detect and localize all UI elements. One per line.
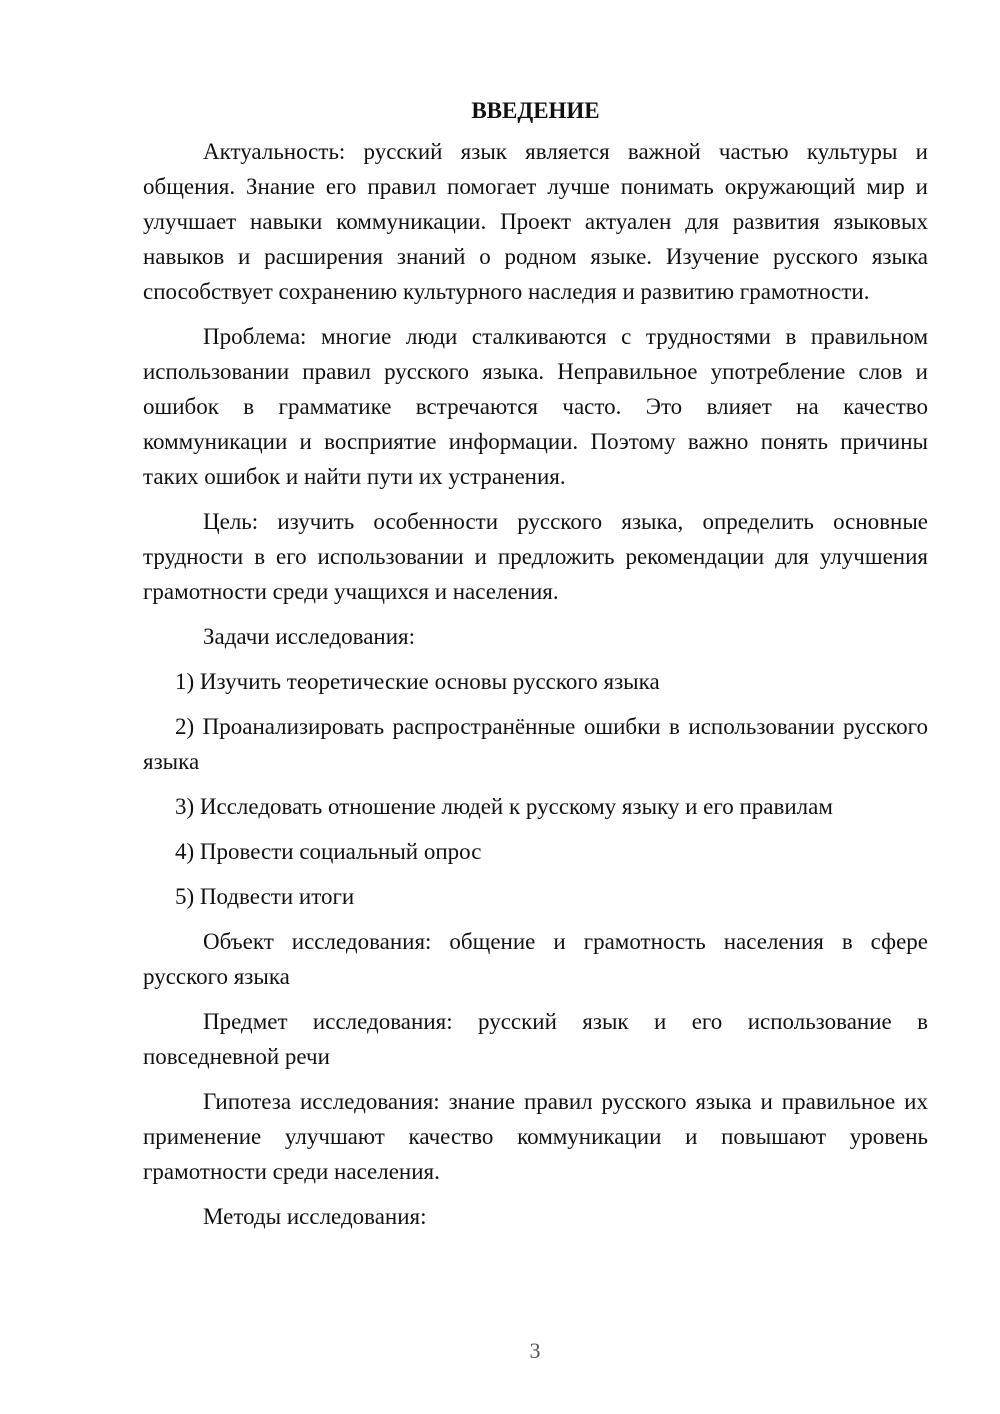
hypothesis-paragraph: Гипотеза исследования: знание правил русского языка и правильное их применение улучшают качество коммуникации и повышают уровень грамотности среди населения. (143, 1089, 928, 1184)
task-item-4: 4) Провести социальный опрос (175, 839, 482, 864)
section-title: ВВЕДЕНИЕ (471, 98, 600, 123)
task-item-2: 2) Проанализировать распространённые ошибки в использовании русского языка (143, 714, 928, 774)
subject-paragraph: Предмет исследования: русский язык и его использование в повседневной речи (143, 1009, 928, 1069)
task-item-3: 3) Исследовать отношение людей к русскому языку и его правилам (175, 794, 833, 819)
object-paragraph: Объект исследования: общение и грамотность населения в сфере русского языка (143, 929, 928, 989)
page-number: 3 (529, 1338, 541, 1363)
task-item-5: 5) Подвести итоги (175, 884, 355, 909)
problem-paragraph: Проблема: многие люди сталкиваются с трудностями в правильном использовании правил русского языка. Неправильное употребление слов и ошибок в грамматике встречаются часто. Это влияет на качество коммуникации и восприятие информации. Поэтому важно понять причины таких ошибок и найти пути их устранения. (143, 324, 928, 489)
goal-paragraph: Цель: изучить особенности русского языка, определить основные трудности в его использовании и предложить рекомендации для улучшения грамотности среди учащихся и населения. (143, 509, 928, 604)
page-content (143, 93, 928, 1234)
tasks-heading: Задачи исследования: (203, 624, 416, 649)
relevance-paragraph: Актуальность: русский язык является важной частью культуры и общения. Знание его правил помогает лучше понимать окружающий мир и улучшает навыки коммуникации. Проект актуален для развития языковых навыков и расширения знаний о родном языке. Изучение русского языка способствует сохранению культурного наследия и развитию грамотности. (143, 139, 928, 304)
methods-heading: Методы исследования: (203, 1204, 427, 1229)
task-item-1: 1) Изучить теоретические основы русского языка (175, 669, 660, 694)
